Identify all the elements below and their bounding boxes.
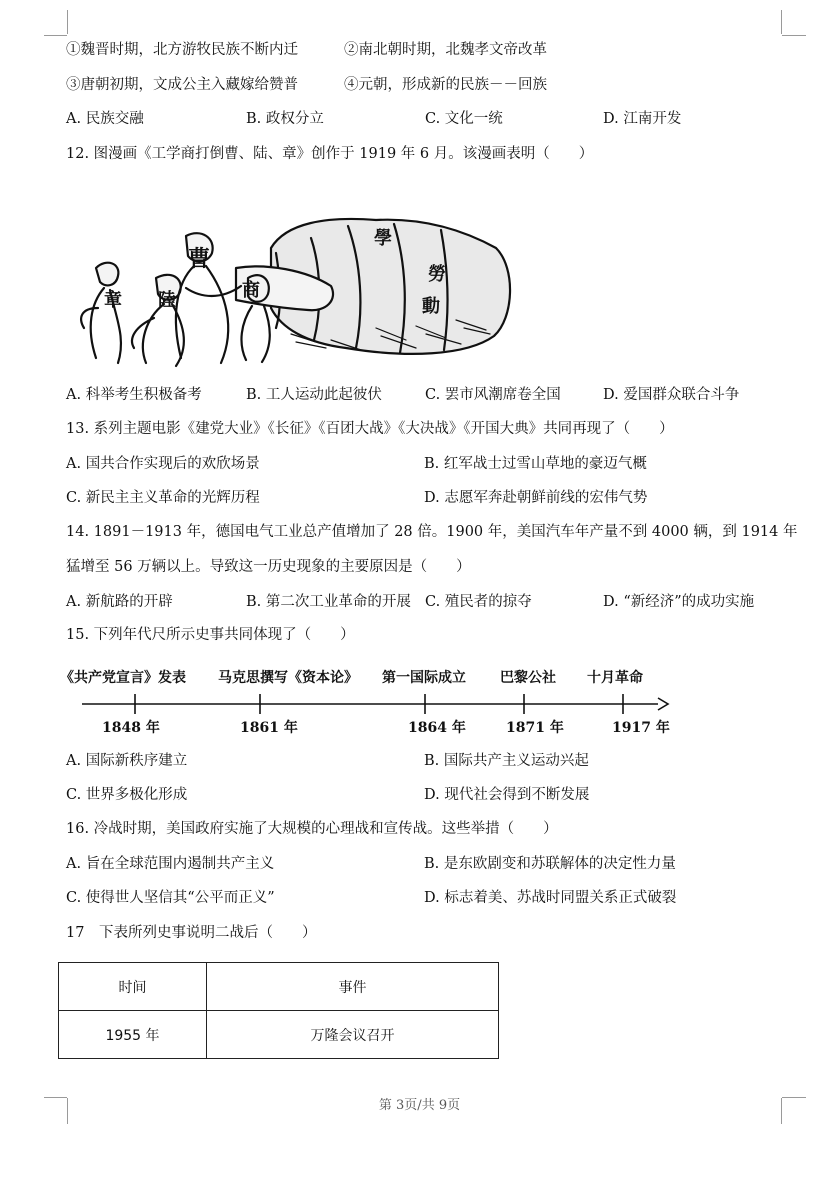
q11-item-4: ④元朝，形成新的民族－－回族 (344, 77, 547, 93)
table-header-time: 时间 (59, 963, 207, 1011)
table-cell-time: 1955 年 (59, 1011, 207, 1059)
comic-char-zhang: 章 (104, 290, 122, 311)
q17-table (58, 962, 499, 1059)
timeline-year-5: 1917 年 (612, 720, 670, 736)
crop-mark-top-left-v (67, 10, 68, 34)
page-footer: 第 3页/共 9页 (378, 1098, 461, 1113)
q13-option-b[interactable]: B. 红军战士过雪山草地的豪迈气概 (424, 456, 647, 472)
q11-item-2: ②南北朝时期，北魏孝文帝改革 (344, 42, 547, 58)
q14-option-b[interactable]: B. 第二次工业革命的开展 (246, 594, 411, 610)
comic-char-cao: 曹 (188, 246, 211, 272)
q11-option-c[interactable]: C. 文化一统 (425, 111, 503, 127)
comic-char-lu: 陸 (158, 290, 176, 311)
comic-char-lao: 勞 (428, 264, 446, 285)
q15-stem: 15. 下列年代尺所示史事共同体现了（ ） (66, 627, 355, 643)
q16-option-b[interactable]: B. 是东欧剧变和苏联解体的决定性力量 (424, 856, 676, 872)
q14-option-d[interactable]: D. “新经济”的成功实施 (603, 594, 755, 610)
q17-stem: 17 下表所列史事说明二战后（ ） (66, 925, 317, 941)
table-header-event: 事件 (207, 963, 499, 1011)
timeline-event-4: 巴黎公社 (500, 670, 556, 686)
q11-option-b[interactable]: B. 政权分立 (246, 111, 324, 127)
q16-option-c[interactable]: C. 使得世人坚信其“公平而正义” (66, 890, 275, 906)
q13-option-a[interactable]: A. 国共合作实现后的欢欣场景 (66, 456, 260, 472)
q16-option-d[interactable]: D. 标志着美、苏战时同盟关系正式破裂 (424, 890, 677, 906)
crop-mark-top-left-h (44, 35, 67, 36)
q14-option-a[interactable]: A. 新航路的开辟 (66, 594, 173, 610)
comic-char-xue: 學 (374, 228, 392, 249)
timeline-ruler (60, 662, 680, 742)
q11-option-d[interactable]: D. 江南开发 (603, 111, 682, 127)
q16-stem: 16. 冷战时期，美国政府实施了大规模的心理战和宣传战。这些举措（ ） (66, 821, 558, 837)
comic-char-shang: 商 (242, 280, 260, 301)
timeline-event-2: 马克思撰写《资本论》 (218, 670, 358, 686)
q15-option-d[interactable]: D. 现代社会得到不断发展 (424, 787, 590, 803)
q11-item-3: ③唐朝初期，文成公主入藏嫁给赞普 (66, 77, 298, 93)
comic-illustration (76, 208, 516, 370)
q15-option-b[interactable]: B. 国际共产主义运动兴起 (424, 753, 589, 769)
timeline-year-2: 1861 年 (240, 720, 298, 736)
q12-option-a[interactable]: A. 科举考生积极备考 (66, 387, 202, 403)
timeline-event-3: 第一国际成立 (382, 670, 466, 686)
q13-stem: 13. 系列主题电影《建党大业》《长征》《百团大战》《大决战》《开国大典》共同再现了（ ） (66, 421, 674, 437)
q12-option-c[interactable]: C. 罢市风潮席卷全国 (425, 387, 561, 403)
timeline-year-1: 1848 年 (102, 720, 160, 736)
crop-mark-top-right-h (782, 35, 806, 36)
crop-mark-top-right-v (781, 10, 782, 34)
q15-option-c[interactable]: C. 世界多极化形成 (66, 787, 188, 803)
q13-option-c[interactable]: C. 新民主主义革命的光辉历程 (66, 490, 260, 506)
table-row (59, 1011, 499, 1059)
table-cell-event: 万隆会议召开 (207, 1011, 499, 1059)
q16-option-a[interactable]: A. 旨在全球范围内遏制共产主义 (66, 856, 275, 872)
timeline-year-3: 1864 年 (408, 720, 466, 736)
q11-item-1: ①魏晋时期，北方游牧民族不断内迁 (66, 42, 298, 58)
timeline-event-5: 十月革命 (587, 670, 643, 686)
q12-option-b[interactable]: B. 工人运动此起彼伏 (246, 387, 382, 403)
table-header-row (59, 963, 499, 1011)
q15-option-a[interactable]: A. 国际新秩序建立 (66, 753, 188, 769)
timeline-year-4: 1871 年 (506, 720, 564, 736)
q14-stem-1: 14. 1891－1913 年，德国电气工业总产值增加了 28 倍。1900 年，美国汽车年产量不到 4000 辆，到 1914 年 (66, 524, 798, 540)
timeline-event-1: 《共产党宣言》发表 (60, 670, 186, 686)
q13-option-d[interactable]: D. 志愿军奔赴朝鲜前线的宏伟气势 (424, 490, 648, 506)
q14-option-c[interactable]: C. 殖民者的掠夺 (425, 594, 532, 610)
q11-option-a[interactable]: A. 民族交融 (66, 111, 144, 127)
q12-stem: 12. 图漫画《工学商打倒曹、陆、章》创作于 1919 年 6 月。该漫画表明（ ） (66, 146, 594, 162)
comic-char-dong: 動 (422, 296, 440, 317)
q14-stem-2: 猛增至 56 万辆以上。导致这一历史现象的主要原因是（ ） (66, 559, 471, 575)
q12-option-d[interactable]: D. 爱国群众联合斗争 (603, 387, 740, 403)
